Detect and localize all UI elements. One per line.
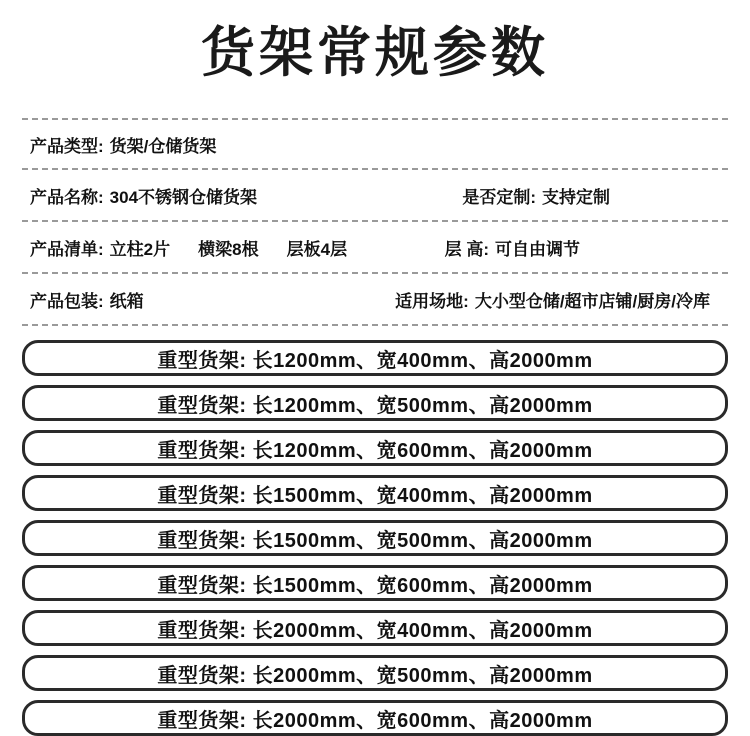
packaging-value: 纸箱 xyxy=(109,291,144,311)
page-title: 货架常规参数 xyxy=(201,23,549,83)
customization-label: 是否定制: xyxy=(462,187,536,207)
list-item xyxy=(22,385,728,421)
product-type-label: 产品类型: xyxy=(30,136,104,156)
size-text: 重型货架: 长1200mm、宽500mm、高2000mm xyxy=(157,394,593,417)
list-item xyxy=(22,475,728,511)
table-row xyxy=(22,274,728,326)
product-type-cell xyxy=(30,132,216,157)
product-type-value: 货架/仓储货架 xyxy=(109,136,217,156)
table-row xyxy=(22,118,728,170)
size-text: 重型货架: 长1500mm、宽500mm、高2000mm xyxy=(157,529,593,552)
packaging-cell xyxy=(30,287,144,312)
size-text: 重型货架: 长1200mm、宽400mm、高2000mm xyxy=(157,349,593,372)
customization-cell xyxy=(462,183,610,208)
table-row xyxy=(22,222,728,274)
layer-height-cell xyxy=(445,235,580,260)
application-label: 适用场地: xyxy=(395,291,469,311)
application-value: 大小型仓储/超市店铺/厨房/冷库 xyxy=(474,291,710,311)
size-text: 重型货架: 长2000mm、宽500mm、高2000mm xyxy=(157,664,593,687)
product-list-cell xyxy=(30,235,347,260)
application-cell xyxy=(395,287,710,312)
product-list-item-column: 立柱2片 xyxy=(109,239,171,259)
specification-table xyxy=(22,118,728,326)
size-text: 重型货架: 长1500mm、宽400mm、高2000mm xyxy=(157,484,593,507)
list-item xyxy=(22,520,728,556)
product-list-item-beam: 横梁8根 xyxy=(198,239,259,259)
list-item xyxy=(22,655,728,691)
size-text: 重型货架: 长2000mm、宽600mm、高2000mm xyxy=(157,709,593,732)
list-item xyxy=(22,340,728,376)
product-name-value: 304不锈钢仓储货架 xyxy=(109,187,258,207)
customization-value: 支持定制 xyxy=(542,187,610,207)
packaging-label: 产品包装: xyxy=(30,291,104,311)
size-text: 重型货架: 长1500mm、宽600mm、高2000mm xyxy=(157,574,593,597)
table-row xyxy=(22,170,728,222)
product-list-label: 产品清单: xyxy=(30,239,104,259)
size-text: 重型货架: 长1200mm、宽600mm、高2000mm xyxy=(157,439,593,462)
product-name-cell xyxy=(30,183,257,208)
list-item xyxy=(22,610,728,646)
list-item xyxy=(22,430,728,466)
size-list xyxy=(22,340,728,736)
layer-height-value: 可自由调节 xyxy=(495,239,580,259)
list-item xyxy=(22,565,728,601)
size-text: 重型货架: 长2000mm、宽400mm、高2000mm xyxy=(157,619,593,642)
product-list-item-shelf: 层板4层 xyxy=(286,239,348,259)
product-name-label: 产品名称: xyxy=(30,187,104,207)
layer-height-label: 层 高: xyxy=(444,239,489,259)
